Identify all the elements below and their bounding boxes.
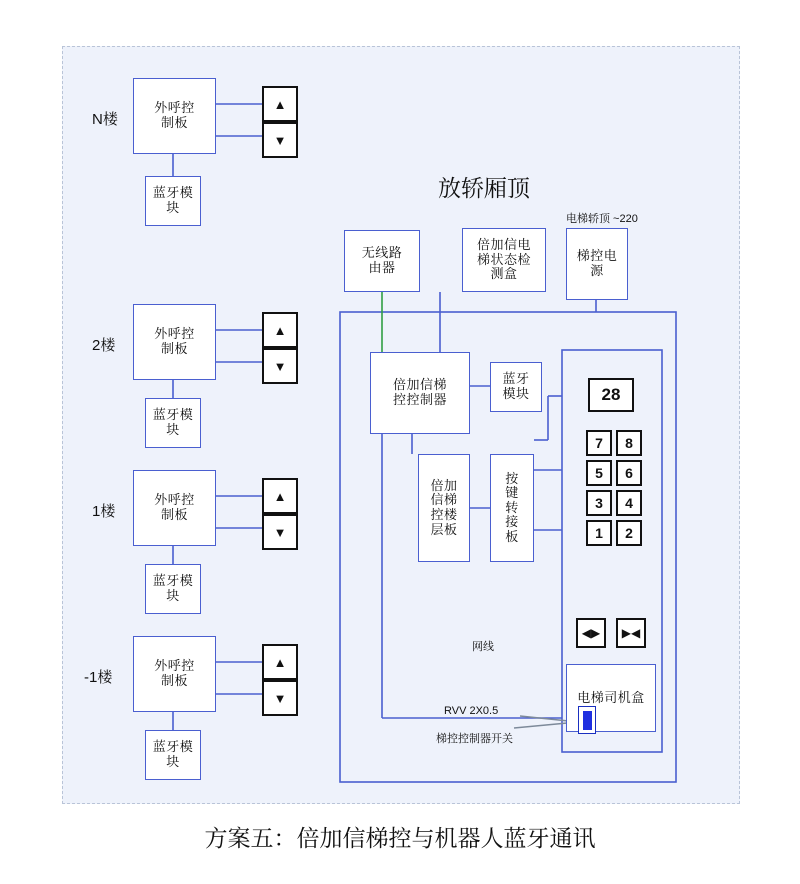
down-arrow-icon: ▼ bbox=[273, 358, 287, 374]
hall-down-button-2[interactable] bbox=[262, 348, 298, 384]
car-top-voltage-note: 电梯轿顶 ~220 bbox=[566, 213, 638, 225]
car-button-1[interactable]: 1 bbox=[586, 520, 612, 546]
call-panel-minus1: 外呼控制板 bbox=[133, 636, 216, 712]
controller-bt-module: 蓝牙模块 bbox=[490, 362, 542, 412]
hall-up-button-2[interactable] bbox=[262, 312, 298, 348]
hall-down-button-1[interactable] bbox=[262, 514, 298, 550]
elevator-control-power: 梯控电源 bbox=[566, 228, 628, 300]
elevator-status-detector: 倍加信电梯状态检测盒 bbox=[462, 228, 546, 292]
door-close-button[interactable]: ▶◀ bbox=[616, 618, 646, 648]
up-arrow-icon: ▲ bbox=[273, 488, 287, 504]
floor-board: 倍加信梯控楼层板 bbox=[418, 454, 470, 562]
floor-label-2: 2楼 bbox=[92, 337, 116, 354]
bt-module-2: 蓝牙模块 bbox=[145, 398, 201, 448]
car-button-2[interactable]: 2 bbox=[616, 520, 642, 546]
figure-caption: 方案五：倍加信梯控与机器人蓝牙通讯 bbox=[204, 826, 596, 851]
car-button-4[interactable]: 4 bbox=[616, 490, 642, 516]
car-button-6[interactable]: 6 bbox=[616, 460, 642, 486]
floor-label-1: 1楼 bbox=[92, 503, 116, 520]
controller-switch-label: 梯控控制器开关 bbox=[436, 733, 513, 745]
door-open-button[interactable]: ◀▶ bbox=[576, 618, 606, 648]
wireless-router: 无线路由器 bbox=[344, 230, 420, 292]
key-adapter-board: 按键转接板 bbox=[490, 454, 534, 562]
net-cable-label: 网线 bbox=[472, 641, 494, 653]
hall-down-button-minus1[interactable] bbox=[262, 680, 298, 716]
down-arrow-icon: ▼ bbox=[273, 132, 287, 148]
car-button-5[interactable]: 5 bbox=[586, 460, 612, 486]
rvv-cable-label: RVV 2X0.5 bbox=[444, 705, 499, 717]
down-arrow-icon: ▼ bbox=[273, 524, 287, 540]
car-button-8[interactable]: 8 bbox=[616, 430, 642, 456]
up-arrow-icon: ▲ bbox=[273, 96, 287, 112]
floor-label-n: N楼 bbox=[92, 111, 118, 128]
up-arrow-icon: ▲ bbox=[273, 322, 287, 338]
main-controller: 倍加信梯控控制器 bbox=[370, 352, 470, 434]
car-button-7[interactable]: 7 bbox=[586, 430, 612, 456]
driver-operation-box: 电梯司机盒 bbox=[566, 664, 656, 732]
bt-module-minus1: 蓝牙模块 bbox=[145, 730, 201, 780]
hall-up-button-1[interactable] bbox=[262, 478, 298, 514]
down-arrow-icon: ▼ bbox=[273, 690, 287, 706]
hall-up-button-n[interactable] bbox=[262, 86, 298, 122]
car-button-3[interactable]: 3 bbox=[586, 490, 612, 516]
floor-label-minus1: -1楼 bbox=[84, 669, 113, 686]
call-panel-n: 外呼控制板 bbox=[133, 78, 216, 154]
section-header: 放轿厢顶 bbox=[438, 176, 530, 201]
hall-down-button-n[interactable] bbox=[262, 122, 298, 158]
car-floor-display: 28 bbox=[588, 378, 634, 412]
call-panel-1: 外呼控制板 bbox=[133, 470, 216, 546]
call-panel-2: 外呼控制板 bbox=[133, 304, 216, 380]
bt-module-n: 蓝牙模块 bbox=[145, 176, 201, 226]
hall-up-button-minus1[interactable] bbox=[262, 644, 298, 680]
controller-power-switch[interactable] bbox=[578, 706, 596, 734]
up-arrow-icon: ▲ bbox=[273, 654, 287, 670]
switch-indicator bbox=[583, 711, 592, 730]
bt-module-1: 蓝牙模块 bbox=[145, 564, 201, 614]
